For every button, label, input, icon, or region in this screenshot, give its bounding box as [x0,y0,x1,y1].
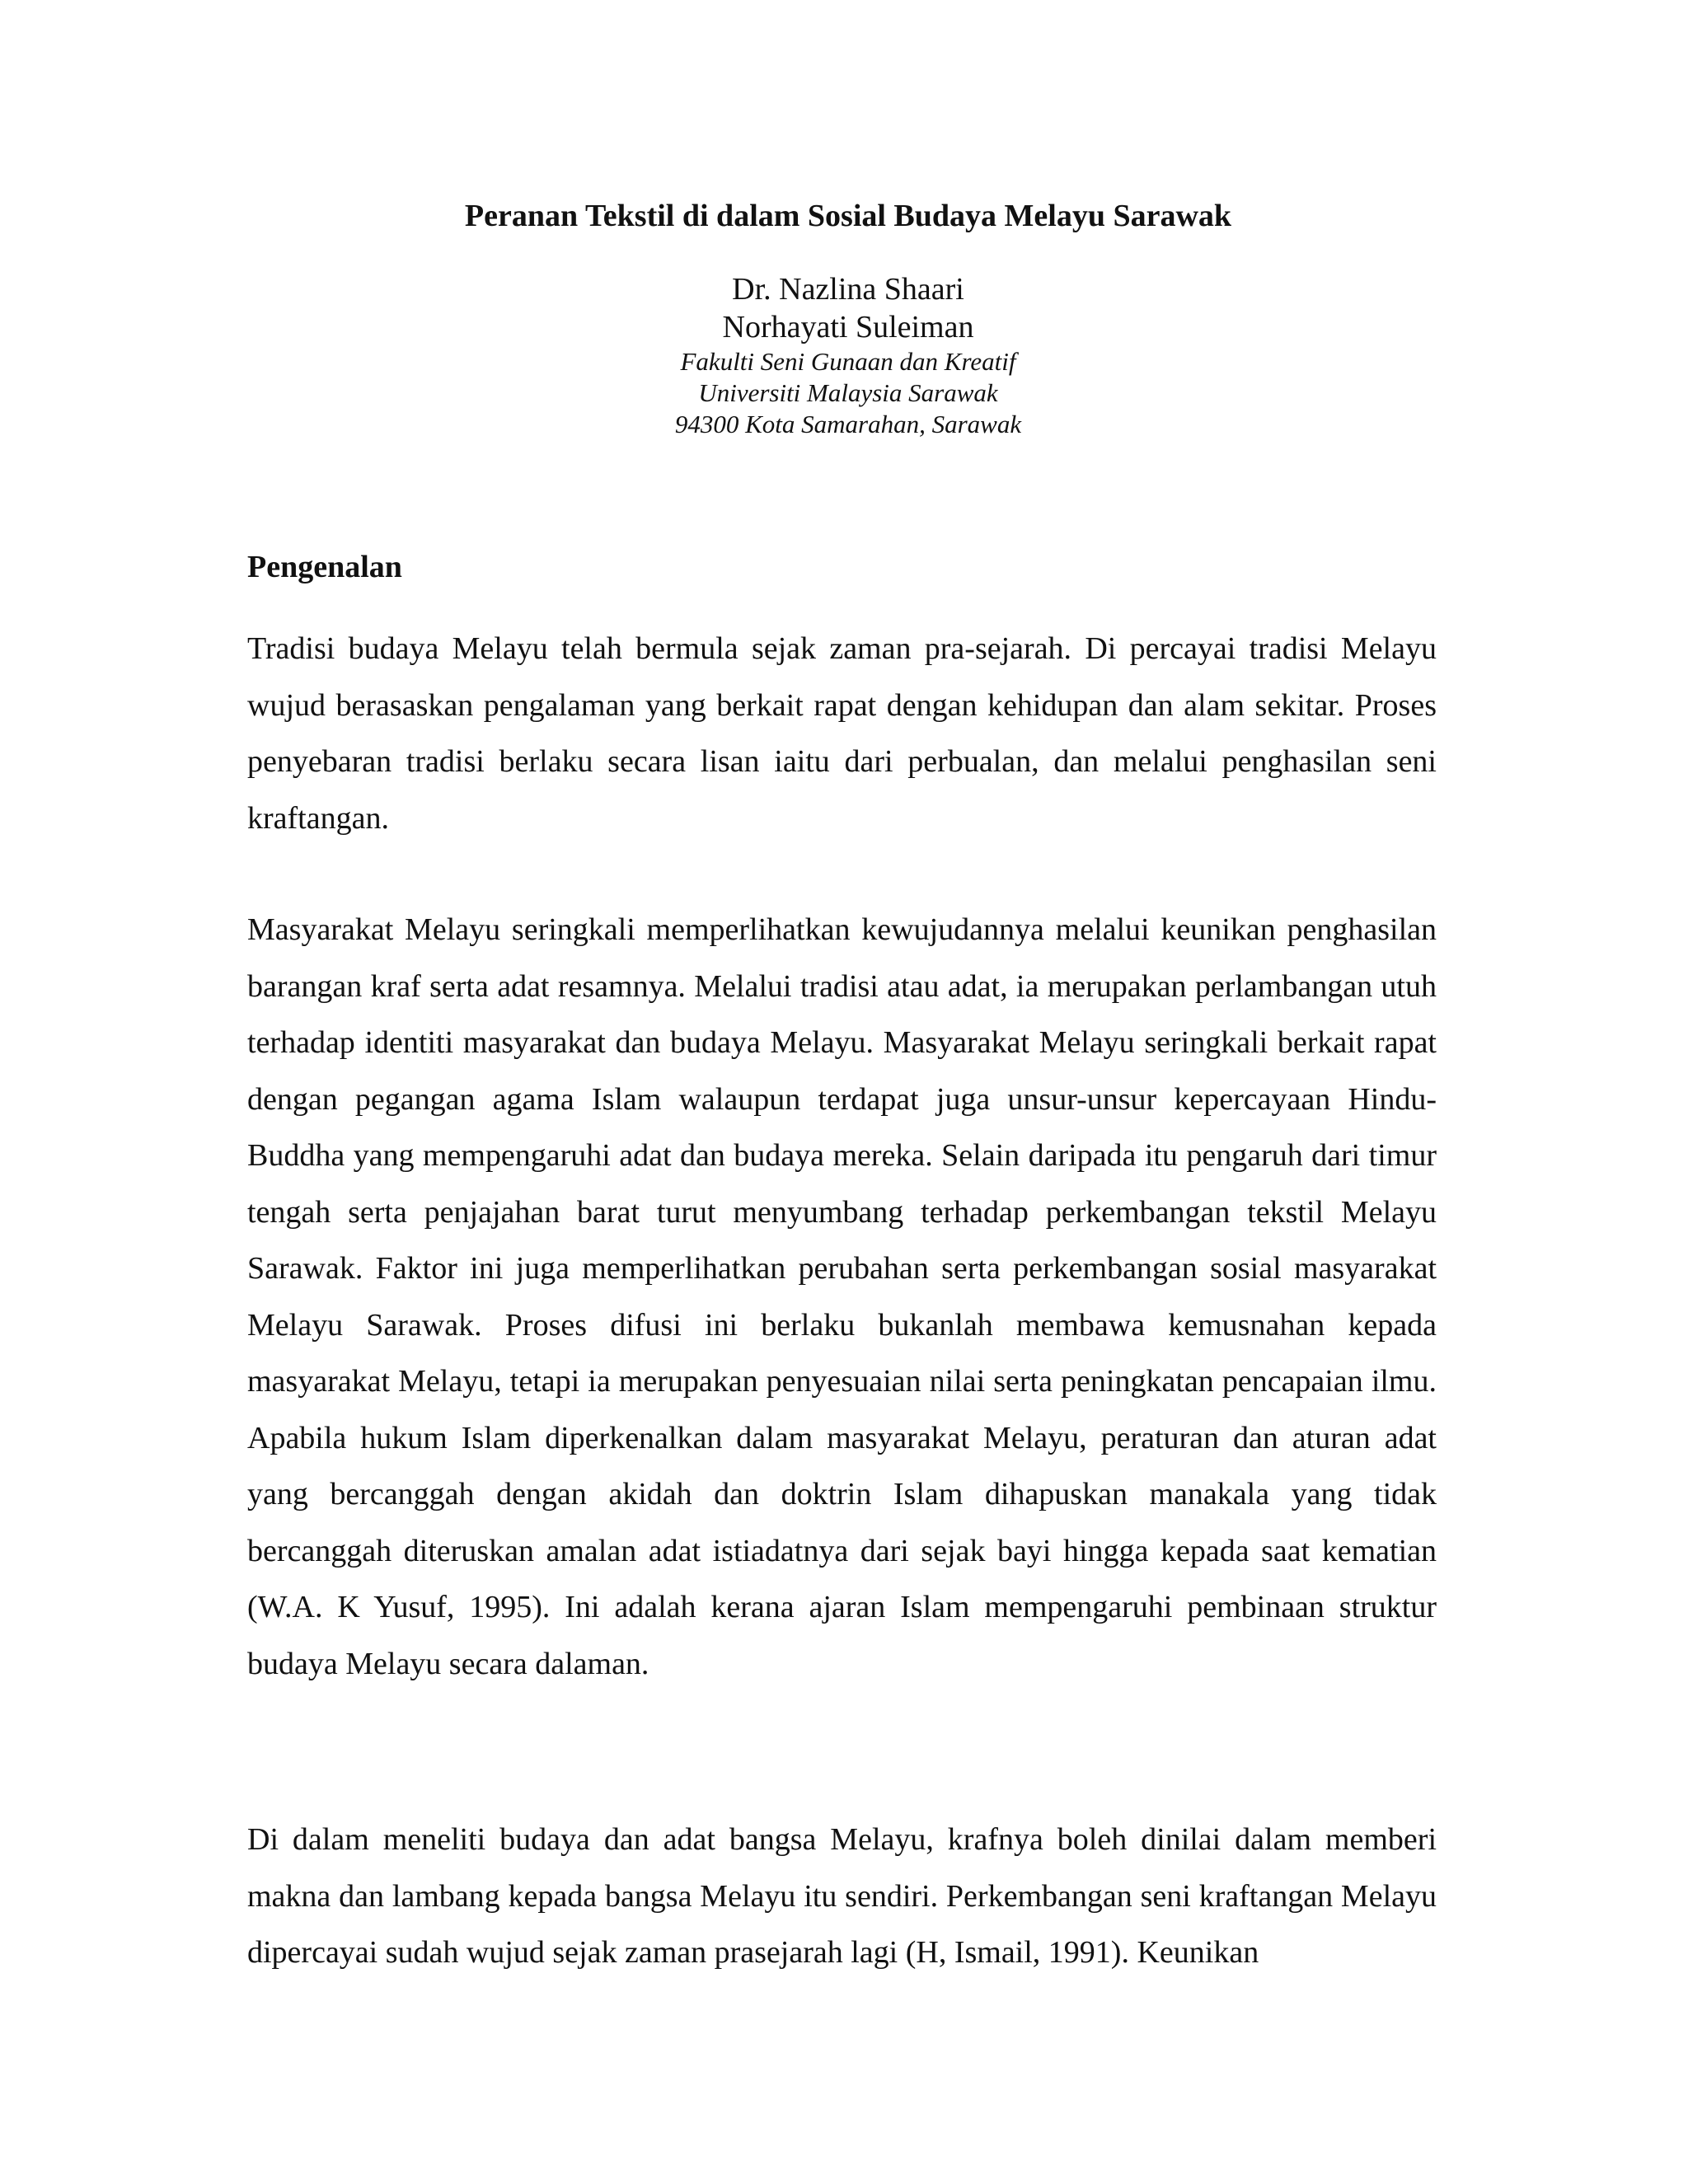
body-paragraph: Masyarakat Melayu seringkali memperlihatkan kewujudannya melalui keunikan penghasilan barangan kraf serta adat resamnya. Melalui tradisi atau adat, ia merupakan perlambangan utuh terhadap identiti masyarakat dan budaya Melayu. Masyarakat Melayu seringkali berkait rapat dengan pegangan agama Islam walaupun terdapat juga unsur-unsur kepercayaan Hindu- Buddha yang mempengaruhi adat dan budaya mereka. Selain daripada itu pengaruh dari timur tengah serta penjajahan barat turut menyumbang terhadap perkembangan tekstil Melayu Sarawak. Faktor ini juga memperlihatkan perubahan serta perkembangan sosial masyarakat Melayu Sarawak. Proses difusi ini berlaku bukanlah membawa kemusnahan kepada masyarakat Melayu, tetapi ia merupakan penyesuaian nilai serta peningkatan pencapaian ilmu. Apabila hukum Islam diperkenalkan dalam masyarakat Melayu, peraturan dan aturan adat yang bercanggah dengan akidah dan doktrin Islam dihapuskan manakala yang tidak bercanggah diteruskan amalan adat istiadatnya dari sejak bayi hingga kepada saat kematian (W.A. K Yusuf, 1995). Ini adalah kerana ajaran Islam mempengaruhi pembinaan struktur budaya Melayu secara dalaman. [247,912,1437,1681]
body-paragraph: Di dalam meneliti budaya dan adat bangsa Melayu, krafnya boleh dinilai dalam memberi makna dan lambang kepada bangsa Melayu itu sendiri. Perkembangan seni kraftangan Melayu dipercayai sudah wujud sejak zaman prasejarah lagi (H, Ismail, 1991). Keunikan [247,1822,1437,1970]
affiliation-line: 94300 Kota Samarahan, Sarawak [674,410,1022,438]
author-name: Dr. Nazlina Shaari [732,272,964,307]
body-paragraph: Tradisi budaya Melayu telah bermula sejak zaman pra-sejarah. Di percayai tradisi Melayu wujud berasaskan pengalaman yang berkait rapat dengan kehidupan dan alam sekitar. Proses penyebaran tradisi berlaku secara lisan iaitu dari perbualan, dan melalui penghasilan seni kraftangan. [247,631,1437,836]
author-block [0,270,1688,440]
section-heading: Pengenalan [247,550,402,584]
affiliation-line: Fakulti Seni Gunaan dan Kreatif [680,347,1016,376]
affiliation-line: Universiti Malaysia Sarawak [698,378,998,407]
author-name: Norhayati Suleiman [722,310,974,344]
paper-title: Peranan Tekstil di dalam Sosial Budaya Melayu Sarawak [464,199,1232,233]
